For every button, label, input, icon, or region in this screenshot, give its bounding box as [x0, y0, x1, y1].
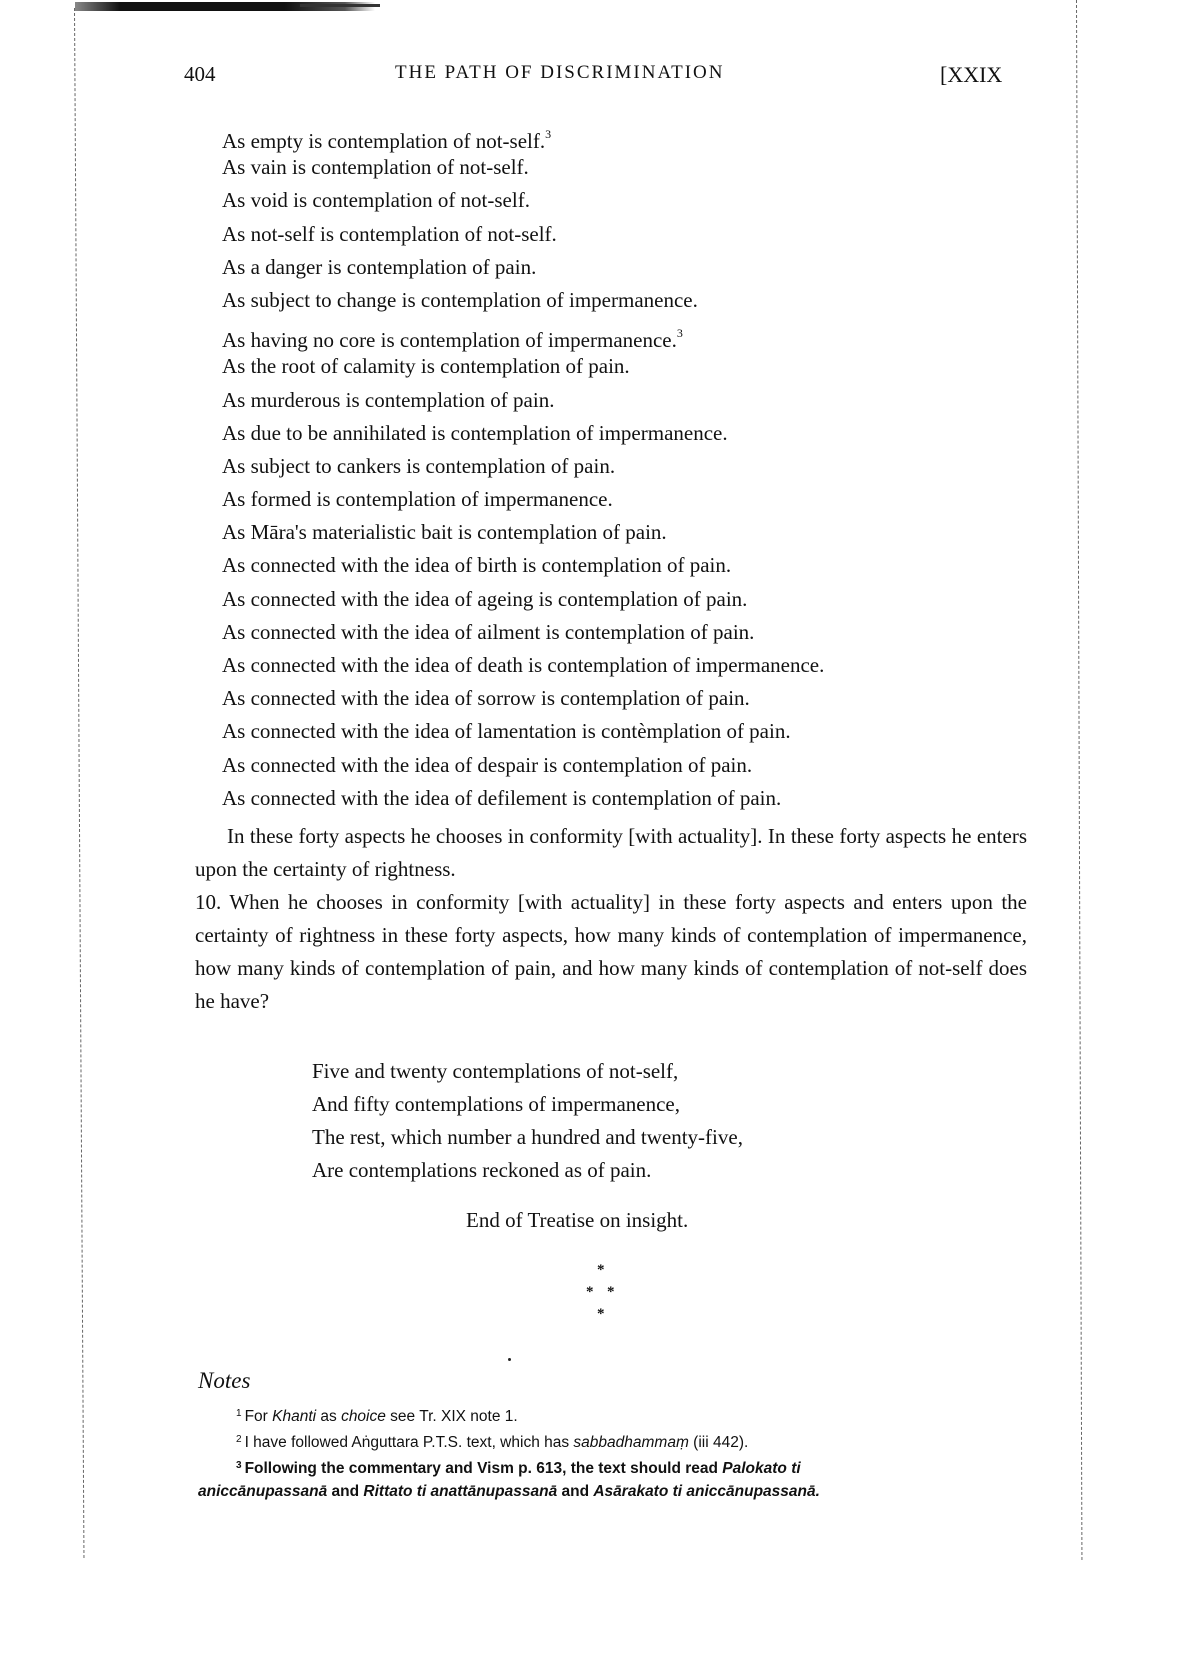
page-border-left [74, 8, 85, 1558]
aspect-text: As subject to cankers is contemplation of pain. [222, 453, 616, 478]
footnote-reference: 3 [545, 127, 552, 141]
page-number: 404 [184, 62, 216, 86]
footnote-text: see Tr. XIX note 1. [385, 1408, 518, 1425]
aspect-line [222, 350, 1022, 383]
footnote-marker: 1 [236, 1408, 242, 1419]
aspect-text: As connected with the idea of birth is contemplation of pain. [222, 553, 732, 578]
aspect-text: As having no core is contemplation of impermanence. [222, 328, 677, 353]
asterisk-icon: * [586, 1284, 594, 1300]
footnote [198, 1454, 1028, 1480]
aspect-text: As empty is contemplation of not-self. [222, 129, 546, 153]
aspect-line [222, 483, 1022, 516]
verse [312, 1055, 912, 1187]
aspect-line [222, 649, 1022, 682]
aspect-line [222, 715, 1022, 748]
footnote [198, 1428, 1028, 1454]
verse-line: Five and twenty contemplations of not-self, [312, 1059, 679, 1083]
aspect-text: As murderous is contemplation of pain. [222, 387, 555, 412]
aspect-line [222, 417, 1022, 450]
aspect-list [222, 118, 1022, 815]
verse-line: Are contemplations reckoned as of pain. [312, 1158, 652, 1182]
aspect-text: As connected with the idea of despair is contemplation of pain. [222, 752, 753, 777]
footnote-text: Following the commentary and Vism p. 613, the text should read [244, 1460, 723, 1477]
scan-edge-shadow-inner [300, 4, 380, 7]
aspect-line [222, 549, 1022, 582]
running-header [180, 62, 1020, 96]
aspect-line [222, 616, 1022, 649]
asterisk-icon: * [597, 1262, 605, 1278]
asterisk-icon: * [607, 1284, 615, 1300]
aspect-text: As connected with the idea of defilement is contemplation of pain. [222, 785, 782, 810]
aspect-line [222, 218, 1022, 251]
aspect-text: As not-self is contemplation of not-self. [222, 221, 557, 246]
footnote-italic-term: Asārakato ti aniccānupassanā. [593, 1483, 820, 1500]
aspect-line [222, 284, 1022, 317]
paragraph-forty-aspects: In these forty aspects he chooses in conformity [with actuality]. In these forty aspects he enters upon the certainty of rightness. [195, 824, 1027, 881]
aspect-text: As formed is contemplation of impermanence. [222, 487, 613, 512]
footnote-text: I have followed Aṅguttara P.T.S. text, which has [244, 1434, 574, 1451]
scan-speck [508, 1358, 511, 1361]
notes-heading: Notes [198, 1368, 251, 1393]
footnote-text: For [244, 1408, 273, 1425]
footnote-reference: 3 [676, 326, 683, 341]
footnotes [198, 1402, 1028, 1503]
aspect-line [222, 184, 1022, 217]
verse-line: The rest, which number a hundred and twenty-five, [312, 1125, 743, 1149]
end-of-treatise: End of Treatise on insight. [466, 1208, 689, 1232]
chapter-mark: [XXIX [940, 62, 1003, 87]
footnote-text: and [557, 1483, 594, 1500]
paragraph-section-10: 10. When he chooses in conformity [with actuality] in these forty aspects and enters upon the certainty of rightness in these forty aspects, how many kinds of contemplation of impermanence, how many kinds of contemplation of pain, and how many kinds of contemplation of not-self does he have? [195, 890, 1027, 1013]
aspect-line [222, 450, 1022, 483]
footnote-text: as [316, 1408, 342, 1425]
aspect-line [222, 516, 1022, 549]
verse-line: And fifty contemplations of impermanence, [312, 1092, 680, 1116]
footnote-continuation [198, 1480, 1028, 1503]
aspect-line [222, 782, 1022, 815]
aspect-line [222, 384, 1022, 417]
footnote-marker: 2 [236, 1434, 242, 1445]
aspect-text: As connected with the idea of sorrow is contemplation of pain. [222, 686, 750, 711]
footnote [198, 1402, 1028, 1428]
aspect-line [222, 583, 1022, 616]
aspect-text: As Māra's materialistic bait is contemplation of pain. [222, 520, 667, 545]
page-border-right [1076, 0, 1083, 1560]
footnote-italic-term: Khanti [272, 1408, 317, 1425]
aspect-text: As due to be annihilated is contemplation of impermanence. [222, 420, 728, 445]
footnote-marker: 3 [236, 1460, 242, 1471]
asterism-ornament [580, 1262, 640, 1332]
aspect-text: As a danger is contemplation of pain. [222, 254, 537, 279]
aspect-text: As subject to change is contemplation of impermanence. [222, 287, 698, 312]
footnote-italic-term: aniccānupassanā [198, 1483, 328, 1500]
running-title: THE PATH OF DISCRIMINATION [395, 62, 725, 83]
aspect-line [222, 317, 1022, 353]
footnote-italic-term: Palokato ti [722, 1460, 801, 1477]
aspect-text: As connected with the idea of death is contemplation of impermanence. [222, 653, 825, 677]
aspect-text: As connected with the idea of lamentation is contèmplation of pain. [222, 719, 791, 744]
footnote-text: (iii 442). [688, 1434, 749, 1451]
footnote-italic-term: Rittato ti anattānupassanā [363, 1483, 558, 1500]
asterisk-icon: * [597, 1306, 605, 1322]
footnote-text: and [327, 1483, 364, 1500]
aspect-text: As void is contemplation of not-self. [222, 188, 530, 213]
footnote-italic-term: sabbadhammaṃ [573, 1434, 689, 1451]
aspect-line [222, 151, 1022, 184]
aspect-line [222, 682, 1022, 715]
aspect-line [222, 251, 1022, 284]
aspect-line [222, 118, 1022, 151]
aspect-text: As connected with the idea of ailment is contemplation of pain. [222, 619, 755, 644]
aspect-text: As the root of calamity is contemplation of pain. [222, 354, 630, 379]
aspect-text: As vain is contemplation of not-self. [222, 155, 529, 180]
footnote-italic-term: choice [341, 1408, 386, 1425]
aspect-line [222, 749, 1022, 782]
aspect-text: As connected with the idea of ageing is contemplation of pain. [222, 586, 748, 611]
